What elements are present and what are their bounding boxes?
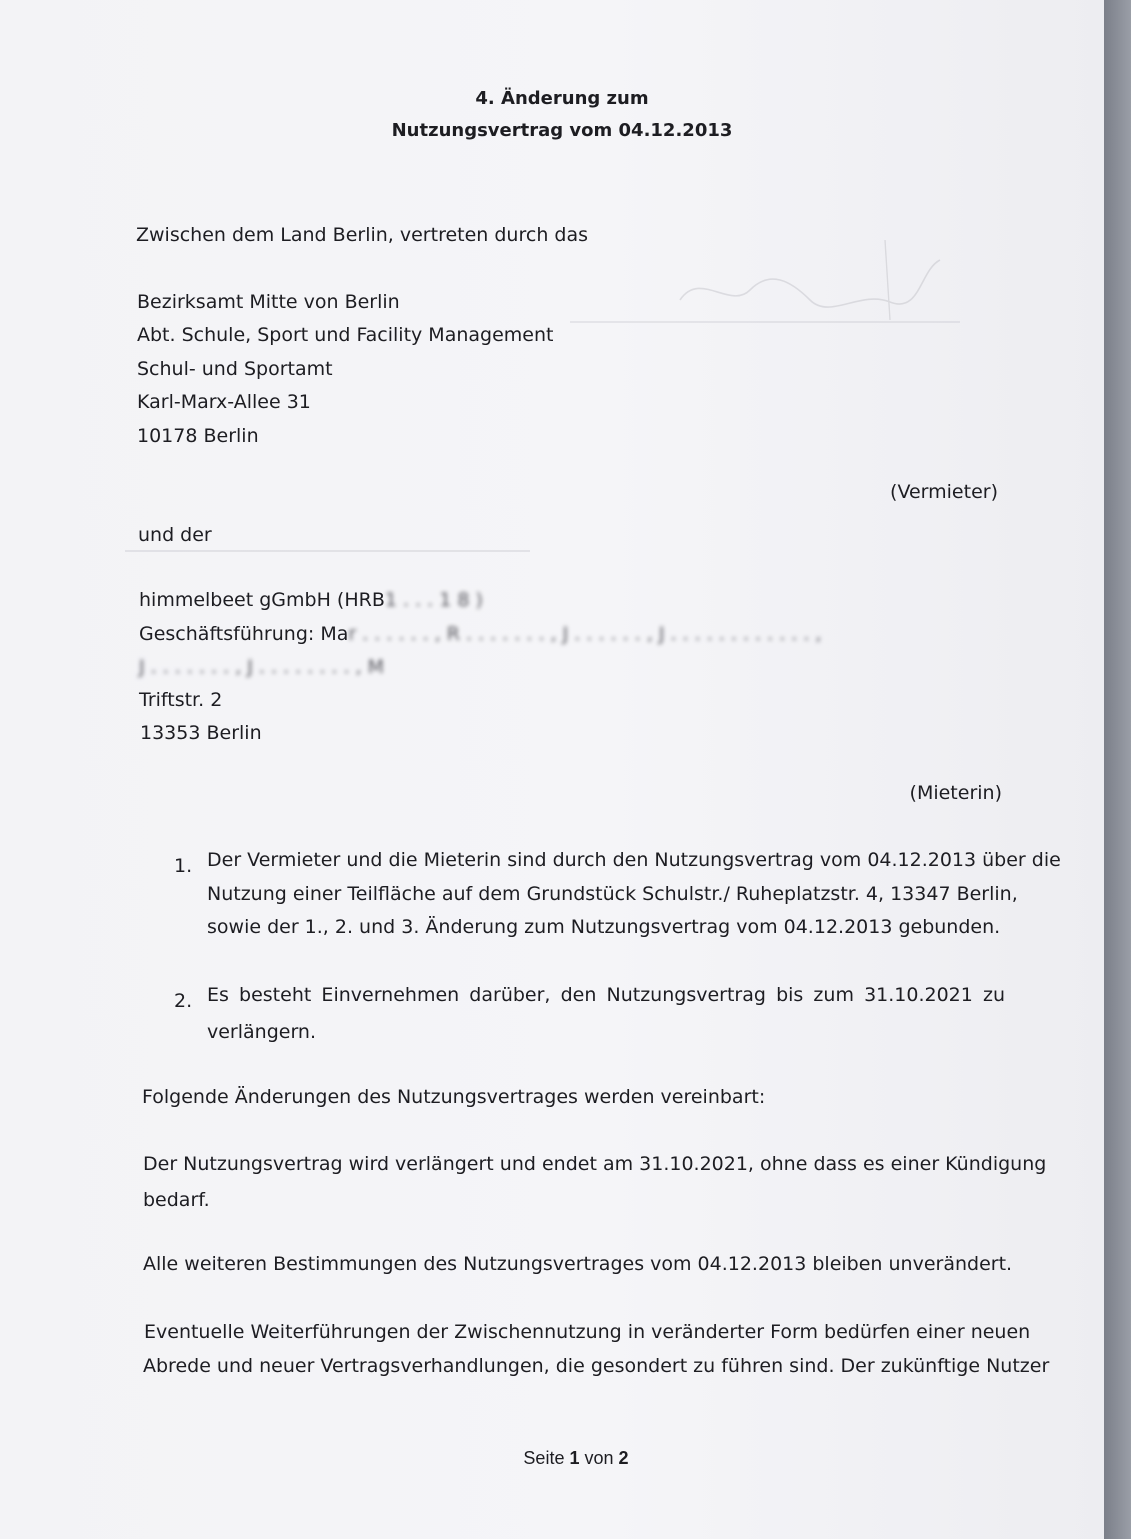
- landlord-line4: Karl-Marx-Allee 31: [137, 391, 311, 413]
- item-1-line2: Nutzung einer Teilfläche auf dem Grundstück Schulstr./ Ruheplatzstr. 4, 13347 Berlin,: [207, 883, 1018, 905]
- footer-page-total: 2: [618, 1448, 629, 1468]
- item-1-line1: Der Vermieter und die Mieterin sind durch den Nutzungsvertrag vom 04.12.2013 über die: [207, 849, 1061, 871]
- landlord-line5: 10178 Berlin: [137, 425, 259, 447]
- footer-of-label: von: [584, 1448, 614, 1468]
- paragraph-continuation-line2: Abrede und neuer Vertragsverhandlungen, die gesondert zu führen sind. Der zukünftige Nutzer: [143, 1355, 1050, 1377]
- item-number: 2.: [174, 990, 193, 1012]
- landlord-line1: Bezirksamt Mitte von Berlin: [137, 291, 400, 313]
- landlord-role: (Vermieter): [890, 481, 998, 503]
- paragraph-extension-line2: bedarf.: [143, 1189, 210, 1211]
- item-2-line1: Es besteht Einvernehmen darüber, den Nutzungsvertrag bis zum 31.10.2021 zu: [207, 984, 1005, 1006]
- intro-text: Zwischen dem Land Berlin, vertreten durch das: [136, 224, 589, 246]
- tenant-management: [139, 623, 821, 645]
- item-2-line2: verlängern.: [207, 1021, 317, 1043]
- footer-page-number: 1: [569, 1448, 580, 1468]
- tenant-management-label: Geschäftsführung: Ma: [139, 623, 349, 645]
- tenant-name: [139, 589, 483, 611]
- item-1-line3: sowie der 1., 2. und 3. Änderung zum Nutzungsvertrag vom 04.12.2013 gebunden.: [207, 916, 1001, 938]
- tenant-city: 13353 Berlin: [140, 722, 262, 744]
- tenant-management-redacted: r . . . . . . , R . . . . . . . , J . . . . . . , J . . . . . . . . . . . . ,: [348, 623, 822, 645]
- bleed-signature: [560, 230, 980, 340]
- tenant-street: Triftstr. 2: [139, 689, 223, 711]
- page-footer: [0, 1448, 1131, 1469]
- paragraph-continuation-line1: Eventuelle Weiterführungen der Zwischennutzung in veränderter Form bedürfen einer neuen: [144, 1321, 1031, 1343]
- and-text: und der: [138, 524, 212, 546]
- tenant-management-redacted-line2: J . . . . . . . , J . . . . . . . . , M: [139, 656, 385, 678]
- tenant-name-visible: himmelbeet gGmbH (HRB: [139, 589, 385, 611]
- landlord-line3: Schul- und Sportamt: [137, 358, 333, 380]
- tenant-role: (Mieterin): [909, 782, 1002, 804]
- footer-page-label: Seite: [523, 1448, 565, 1468]
- document-title-line1: 4. Änderung zum: [475, 88, 649, 109]
- paragraph-changes-intro: Folgende Änderungen des Nutzungsvertrages werden vereinbart:: [142, 1086, 766, 1108]
- tenant-hrb-redacted: 1 . . . 1 8 ): [384, 589, 483, 611]
- item-number: 1.: [174, 855, 193, 877]
- paragraph-extension-line1: Der Nutzungsvertrag wird verlängert und endet am 31.10.2021, ohne dass es einer Kündigung: [143, 1153, 1047, 1175]
- paragraph-unchanged: Alle weiteren Bestimmungen des Nutzungsvertrages vom 04.12.2013 bleiben unverändert.: [143, 1253, 1013, 1275]
- landlord-line2: Abt. Schule, Sport und Facility Management: [137, 324, 554, 346]
- document-title-line2: Nutzungsvertrag vom 04.12.2013: [391, 120, 733, 141]
- bleed-line: [120, 548, 540, 554]
- background-edge: [1104, 0, 1131, 1539]
